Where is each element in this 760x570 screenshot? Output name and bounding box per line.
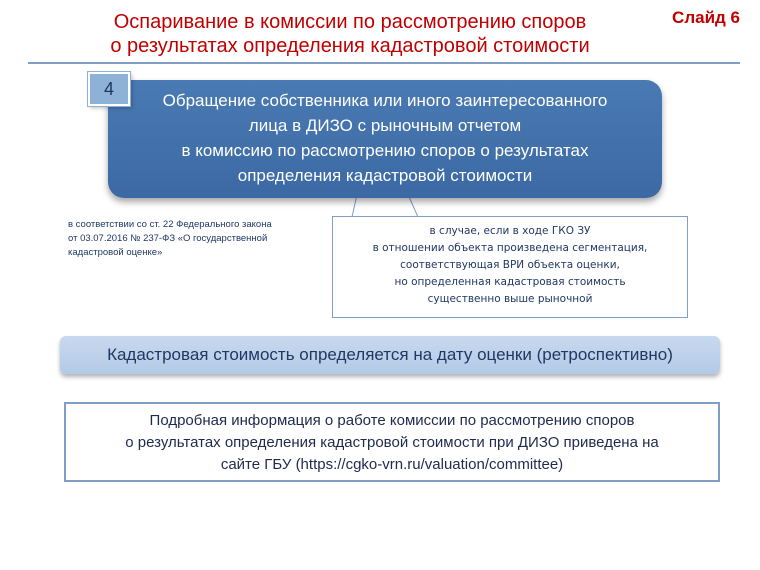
condition-line-3: соответствующая ВРИ объекта оценки, <box>400 259 620 271</box>
slide-title-line-1: Оспаривание в комиссии по рассмотрению споров <box>113 11 587 33</box>
slide-title-line-2: о результатах определения кадастровой стоимости <box>110 35 590 57</box>
step-text-line-1: Обращение собственника или иного заинтересованного <box>162 91 608 110</box>
slide-number: Слайд 6 <box>672 8 740 27</box>
step-number-badge: 4 <box>88 72 130 106</box>
law-note-line-2: от 03.07.2016 № 237-ФЗ «О государственной <box>68 233 268 244</box>
condition-line-2: в отношении объекта произведена сегментация, <box>372 242 648 254</box>
step-description-box <box>108 80 662 198</box>
law-note-line-3: кадастровой оценке» <box>68 247 163 258</box>
info-line-1: Подробная информация о работе комиссии по рассмотрению споров <box>149 412 635 429</box>
condition-line-4: но определенная кадастровая стоимость <box>394 276 626 288</box>
step-text-line-3: в комиссию по рассмотрению споров о результатах <box>181 141 589 160</box>
law-reference-note <box>68 218 318 260</box>
step-text-line-4: определения кадастровой стоимости <box>237 166 533 185</box>
title-divider <box>28 62 740 64</box>
info-line-2: о результатах определения кадастровой стоимости при ДИЗО приведена на <box>125 434 659 451</box>
condition-line-1: в случае, если в ходе ГКО ЗУ <box>429 225 591 237</box>
valuation-date-banner: Кадастровая стоимость определяется на дату оценки (ретроспективно) <box>60 336 720 374</box>
condition-line-5: существенно выше рыночной <box>427 293 593 305</box>
slide-title <box>0 10 700 58</box>
condition-callout <box>332 216 688 318</box>
more-info-box <box>64 402 720 482</box>
law-note-line-1: в соответствии со ст. 22 Федерального закона <box>68 219 272 230</box>
info-line-3: сайте ГБУ (https://cgko-vrn.ru/valuation/committee) <box>220 456 564 473</box>
step-text-line-2: лица в ДИЗО с рыночным отчетом <box>248 116 522 135</box>
